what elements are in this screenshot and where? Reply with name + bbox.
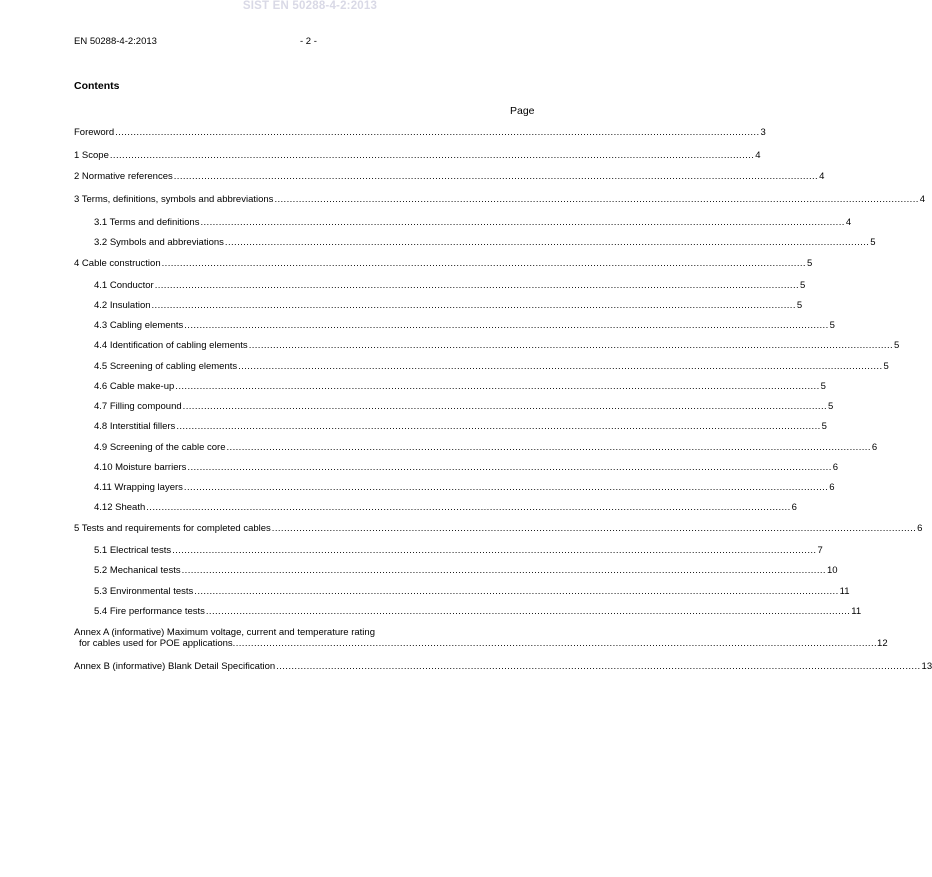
toc-entry-page: 4 (845, 217, 852, 228)
toc-entry-title: 4.11 Wrapping layers (94, 482, 183, 493)
dot-leader: .................................................................................................................................................................................................................... (194, 586, 839, 597)
dot-leader: .................................................................................................................................................................................................................... (115, 127, 760, 138)
toc-entry[interactable] (74, 381, 826, 393)
toc-entry-title: 4.6 Cable make-up (94, 381, 175, 392)
toc-entry[interactable] (74, 586, 850, 598)
toc-entry[interactable] (74, 171, 825, 183)
dot-leader: .................................................................................................................................................................................................................... (232, 638, 878, 649)
toc-entry[interactable] (74, 280, 806, 292)
toc-entry[interactable] (74, 462, 839, 474)
dot-leader: .................................................................................................................................................................................................................... (248, 340, 894, 351)
dot-leader: .................................................................................................................................................................................................................... (205, 606, 851, 617)
toc-entry-title: 2 Normative references (74, 171, 173, 182)
toc-entry-title: 5.2 Mechanical tests (94, 565, 181, 576)
toc-entry-page: 6 (791, 502, 797, 513)
page-column-label: Page (510, 105, 535, 117)
toc-entry[interactable] (74, 361, 889, 373)
toc-entry[interactable] (74, 421, 827, 433)
toc-entry-page: 5 (800, 280, 806, 291)
toc-entry-page: 6 (832, 462, 839, 473)
toc-entry-page: 5 (806, 258, 813, 269)
toc-entry-title: 4.5 Screening of cabling elements (94, 361, 238, 372)
dot-leader: .................................................................................................................................................................................................................... (271, 523, 917, 534)
dot-leader: .................................................................................................................................................................................................................... (182, 401, 828, 412)
dot-leader: .................................................................................................................................................................................................................... (224, 237, 870, 248)
dot-leader: .................................................................................................................................................................................................................... (183, 482, 829, 493)
toc-entry-page: 4 (919, 194, 926, 205)
dot-leader: .................................................................................................................................................................................................................... (226, 442, 871, 453)
dot-leader: .................................................................................................................................................................................................................... (181, 565, 826, 576)
toc-entry-page: 5 (828, 401, 834, 412)
dot-leader: .................................................................................................................................................................................................................... (238, 361, 883, 372)
toc-entry-title: 3.1 Terms and definitions (94, 217, 200, 228)
toc-entry-title: 4.2 Insulation (94, 300, 151, 311)
toc-entry-title: 4.8 Interstitial fillers (94, 421, 176, 432)
dot-leader: .................................................................................................................................................................................................................... (187, 462, 832, 473)
toc-entry-title: 4.1 Conductor (94, 280, 154, 291)
toc-entry-title: 5 Tests and requirements for completed cables (74, 523, 271, 534)
dot-leader: .................................................................................................................................................................................................................... (200, 217, 845, 228)
toc-entry-title: 4.12 Sheath (94, 502, 146, 513)
toc-entry-page: 6 (871, 442, 878, 453)
toc-entry-title: 5.4 Fire performance tests (94, 606, 205, 617)
toc-entry-page: 5 (894, 340, 900, 351)
toc-entry[interactable] (74, 237, 876, 249)
dot-leader: .................................................................................................................................................................................................................... (154, 280, 800, 291)
toc-entry-page: 5 (821, 421, 827, 432)
toc-entry[interactable] (74, 482, 835, 494)
toc-entry-page: 6 (829, 482, 835, 493)
dot-leader: .................................................................................................................................................................................................................... (146, 502, 791, 513)
document-id: EN 50288-4-2:2013 (74, 36, 157, 47)
toc-entry-page: 4 (819, 171, 825, 182)
toc-entry[interactable] (74, 502, 797, 514)
toc-entry[interactable] (74, 300, 803, 312)
toc-entry-title: 5.3 Environmental tests (94, 586, 194, 597)
dot-leader: .................................................................................................................................................................................................................... (151, 300, 796, 311)
toc-entry-annex-b[interactable] (74, 661, 932, 673)
toc-entry-title: Annex B (informative) Blank Detail Specification (74, 661, 276, 672)
dot-leader: .................................................................................................................................................................................................................... (276, 661, 921, 672)
toc-entry-title: 4.4 Identification of cabling elements (94, 340, 248, 351)
dot-leader: .................................................................................................................................................................................................................... (109, 150, 755, 161)
toc-entry[interactable] (74, 194, 926, 206)
toc-entry-page: 5 (829, 320, 835, 331)
dot-leader: .................................................................................................................................................................................................................... (175, 381, 820, 392)
toc-entry-page: 5 (820, 381, 826, 392)
toc-entry[interactable] (74, 340, 900, 352)
toc-entry-page: 5 (883, 361, 889, 372)
toc-entry[interactable] (74, 401, 834, 413)
dot-leader: .................................................................................................................................................................................................................... (184, 320, 829, 331)
toc-entry-page: 5 (796, 300, 803, 311)
toc-entry-page: 6 (917, 523, 923, 534)
dot-leader: .................................................................................................................................................................................................................... (173, 171, 819, 182)
toc-entry[interactable] (74, 606, 862, 618)
toc-entry-page: 4 (755, 150, 761, 161)
page-number: - 2 - (300, 36, 317, 47)
toc-entry[interactable] (74, 320, 835, 332)
watermark: SIST EN 50288-4-2:2013 (242, 0, 378, 12)
contents-title: Contents (74, 80, 120, 92)
toc-entry-title-continued: for cables used for POE applications (79, 638, 233, 649)
toc-entry-title: 4.9 Screening of the cable core (94, 442, 226, 453)
toc-entry-annex-a[interactable] (74, 627, 888, 649)
dot-leader: .................................................................................................................................................................................................................... (161, 258, 806, 269)
toc-entry[interactable] (74, 565, 838, 577)
toc-entry[interactable] (74, 258, 813, 270)
dot-leader: .................................................................................................................................................................................................................... (274, 194, 919, 205)
toc-entry[interactable] (74, 523, 923, 535)
toc-entry-page: 12 (877, 638, 888, 649)
toc-entry-title: 4 Cable construction (74, 258, 161, 269)
toc-entry-page: 13 (921, 661, 932, 672)
toc-entry-title: 1 Scope (74, 150, 109, 161)
toc-entry-page: 5 (870, 237, 876, 248)
toc-entry-page: 3 (760, 127, 766, 138)
toc-entry[interactable] (74, 545, 823, 557)
toc-entry-title: 4.7 Filling compound (94, 401, 182, 412)
toc-entry[interactable] (74, 217, 852, 229)
toc-entry-title: Foreword (74, 127, 115, 138)
toc-entry[interactable] (74, 442, 878, 454)
toc-entry-page: 7 (817, 545, 823, 556)
toc-entry[interactable] (74, 127, 766, 139)
dot-leader: .................................................................................................................................................................................................................... (176, 421, 821, 432)
dot-leader: .................................................................................................................................................................................................................... (172, 545, 817, 556)
toc-entry-page: 11 (839, 586, 850, 597)
toc-entry-page: 11 (851, 606, 862, 617)
toc-entry-title: 4.3 Cabling elements (94, 320, 184, 331)
toc-entry[interactable] (74, 150, 761, 162)
toc-entry-page: 10 (826, 565, 838, 576)
toc-entry-title: 4.10 Moisture barriers (94, 462, 187, 473)
toc-entry-title: 3 Terms, definitions, symbols and abbreviations (74, 194, 274, 205)
toc-entry-title: 5.1 Electrical tests (94, 545, 172, 556)
toc-entry-title: Annex A (informative) Maximum voltage, current and temperature rating (74, 627, 375, 638)
toc-entry-title: 3.2 Symbols and abbreviations (94, 237, 224, 248)
